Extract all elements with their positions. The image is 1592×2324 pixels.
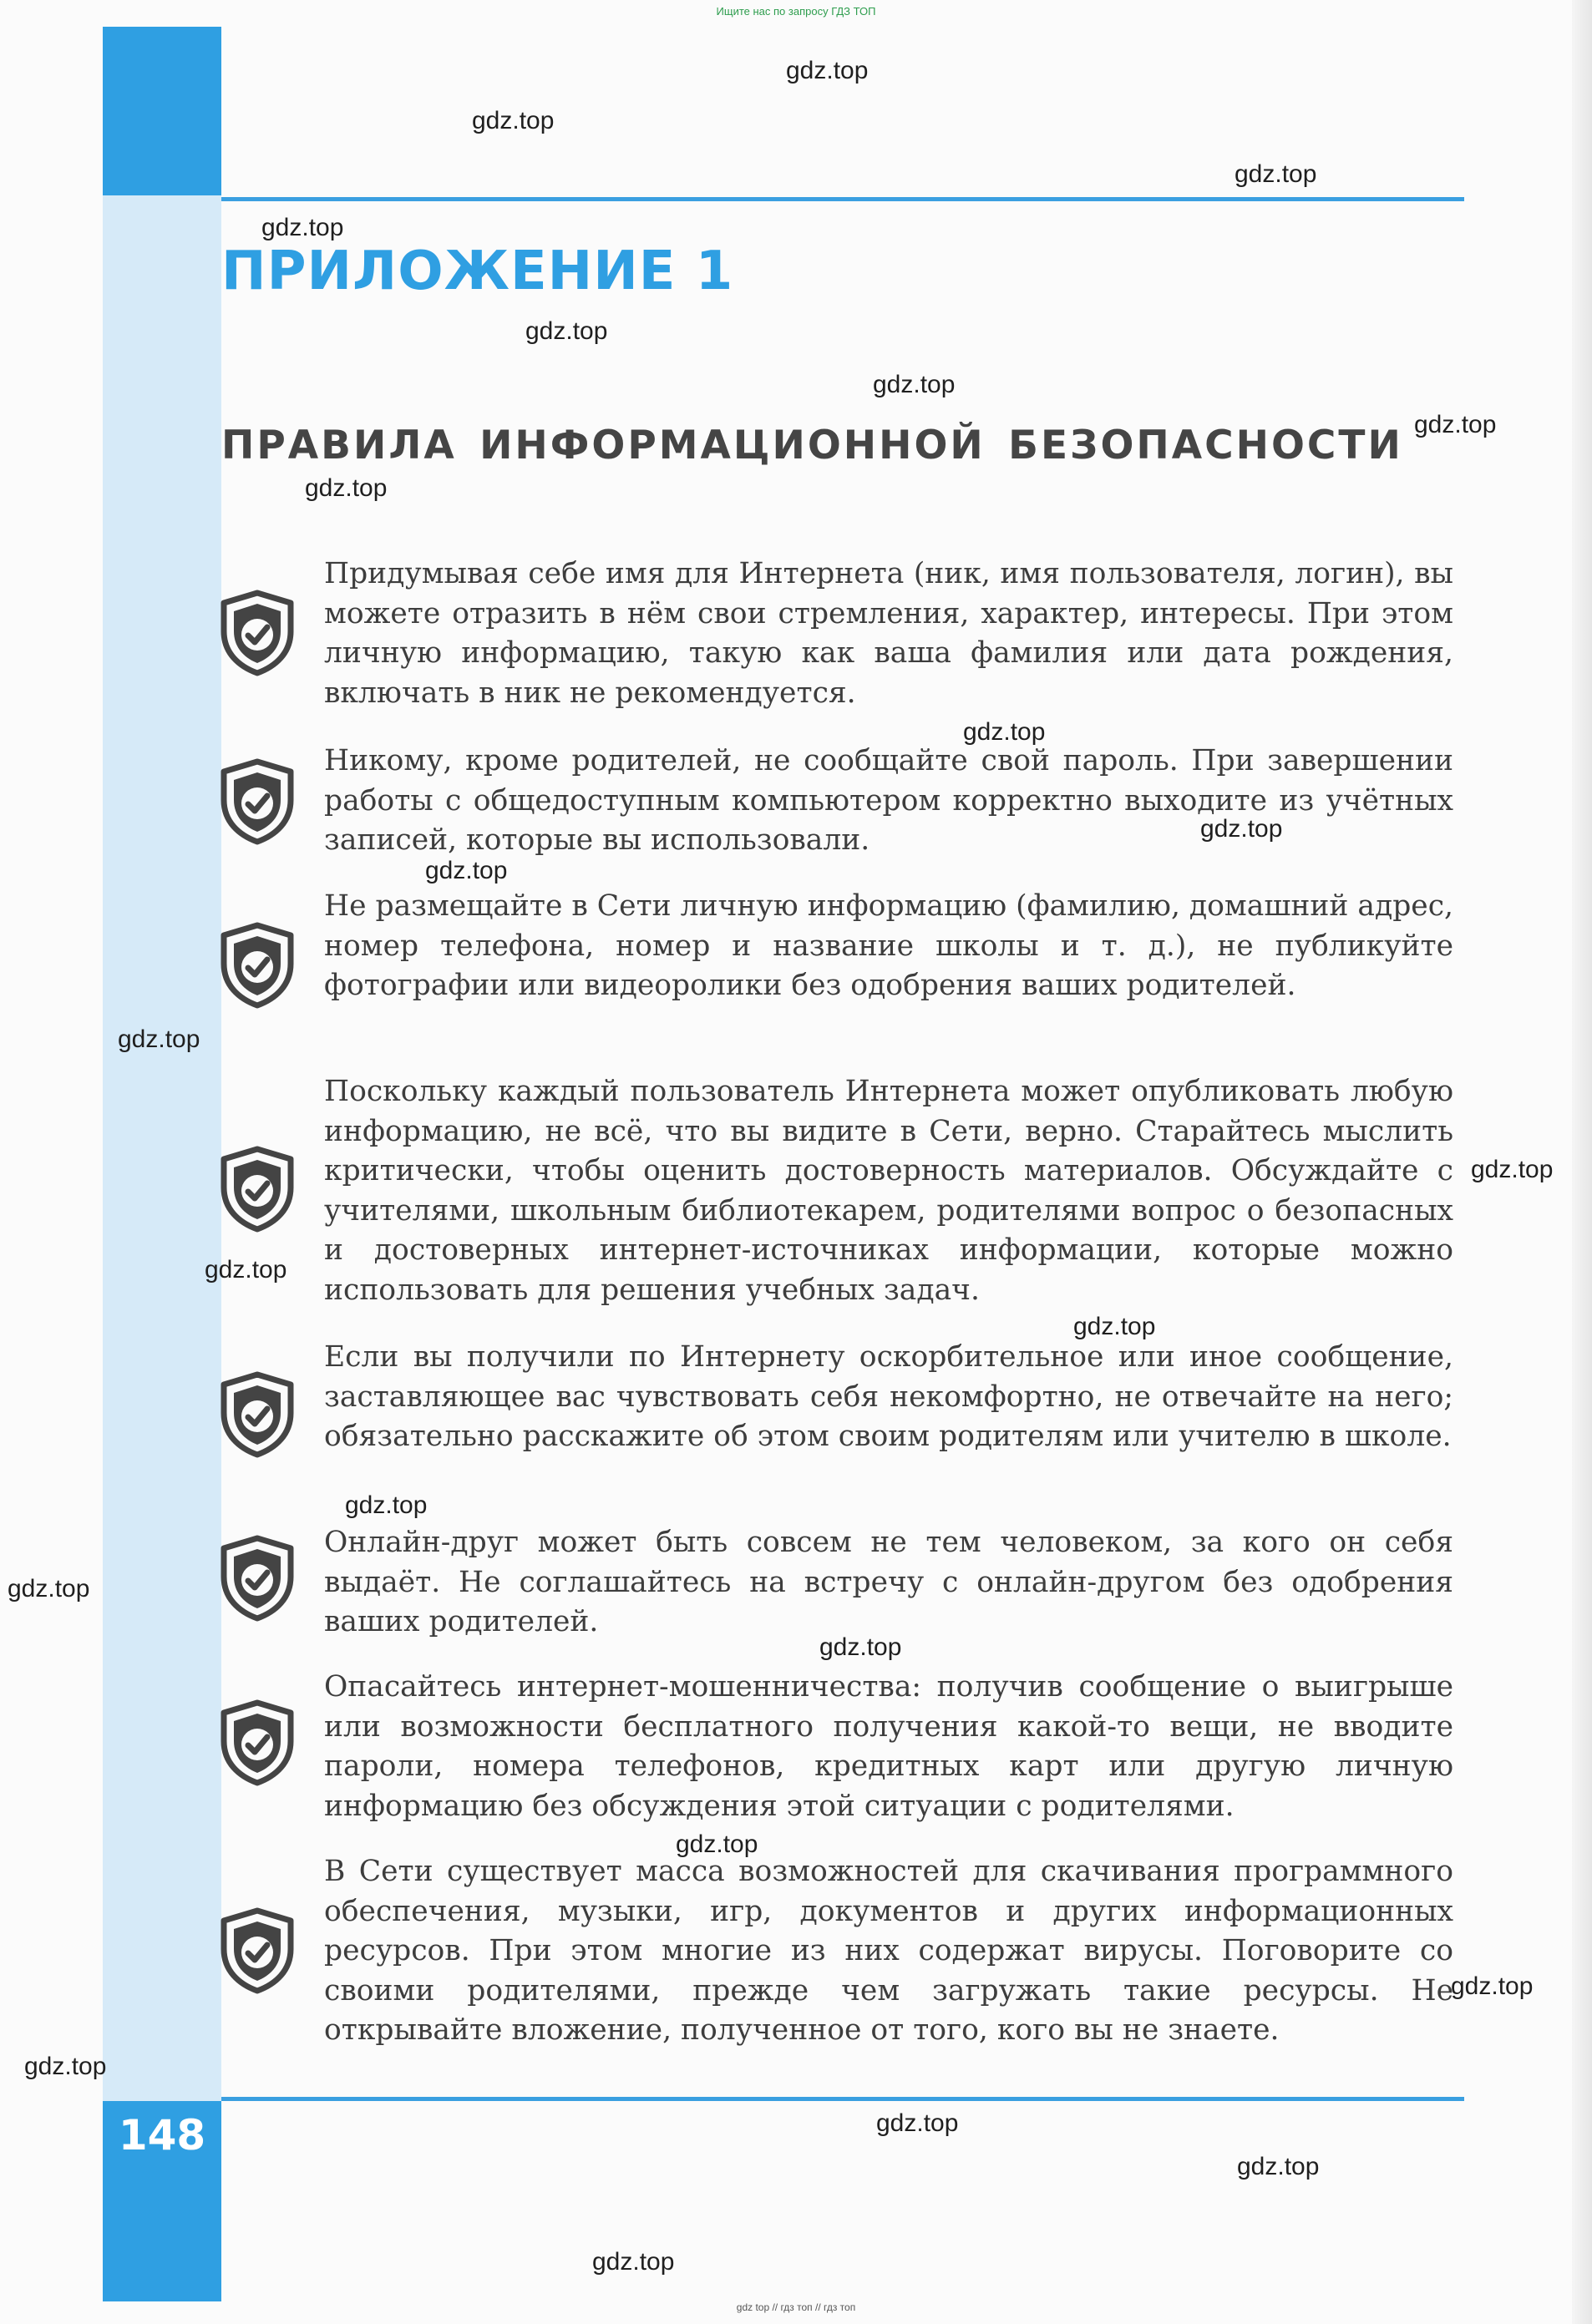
watermark: gdz.top	[1073, 1313, 1156, 1340]
rule-text: Если вы получили по Интернету оскорбительное или иное сообщение, заставляющее вас чувствовать себя некомфортно, не отвечайте на него; обязательно расскажите об этом своим родителям или учителю в школе.	[324, 1340, 1453, 1453]
footer-rule	[221, 2097, 1464, 2101]
watermark: gdz.top	[1451, 1972, 1534, 2000]
shield-check-icon	[219, 1371, 296, 1458]
rule-text: Опасайтесь интернет-мошенничества: получив сообщение о выигрыше или возможности бесплатного получения какой-то вещи, не вводите пароли, номера телефонов, кредитных карт или другую личную информацию без обсуждения этой ситуации с родителями.	[324, 1670, 1453, 1823]
watermark: gdz.top	[873, 371, 956, 398]
shield-check-icon	[219, 1699, 296, 1786]
watermark: gdz.top	[1414, 411, 1497, 438]
watermark: gdz.top	[8, 1575, 90, 1602]
rule-text: Никому, кроме родителей, не сообщайте свой пароль. При завершении работы с общедоступным компьютером корректно выходите из учётных записей, которые вы использовали.	[324, 744, 1453, 857]
section-title: ПРАВИЛА ИНФОРМАЦИОННОЙ БЕЗОПАСНОСТИ	[221, 423, 1403, 468]
rule-text: Поскольку каждый пользователь Интернета может опубликовать любую информацию, не всё, что вы видите в Сети, верно. Старайтесь мыслить критически, чтобы оценить достоверность материалов. Обсуждайте с учителями, школьным библиотекарем, родителями вопрос о безопасных и достоверных интернет-источниках информации, которые можно использовать для решения учебных задач.	[324, 1075, 1453, 1307]
watermark: gdz.top	[205, 1256, 287, 1284]
appendix-title: ПРИЛОЖЕНИЕ 1	[221, 241, 734, 302]
shield-check-icon	[219, 1535, 296, 1622]
watermark: gdz.top	[819, 1633, 902, 1661]
watermark: gdz.top	[24, 2053, 107, 2080]
shield-check-icon	[219, 758, 296, 845]
shield-check-icon	[219, 1907, 296, 1994]
margin-strip-top	[103, 27, 221, 195]
page-number: 148	[118, 2111, 206, 2159]
page-edge	[1572, 0, 1592, 2324]
watermark: gdz.top	[305, 474, 388, 502]
watermark: gdz.top	[1237, 2153, 1320, 2180]
watermark: gdz.top	[472, 107, 555, 134]
shield-check-icon	[219, 590, 296, 676]
watermark: gdz.top	[1471, 1156, 1554, 1183]
margin-strip	[103, 195, 221, 2101]
watermark: gdz.top	[118, 1025, 200, 1053]
watermark: gdz.top	[1235, 160, 1317, 188]
watermark: gdz.top	[676, 1830, 758, 1858]
watermark: gdz.top	[525, 317, 608, 345]
watermark: gdz.top	[1200, 815, 1283, 843]
watermark: gdz.top	[425, 857, 508, 884]
rule-text: Онлайн-друг может быть совсем не тем человеком, за кого он себя выдаёт. Не соглашайтесь на встречу с онлайн-другом без одобрения ваших родителей.	[324, 1526, 1453, 1638]
rule-text: В Сети существует масса возможностей для скачивания программного обеспечения, музыки, игр, документов и других информационных ресурсов. При этом многие из них содержат вирусы. Поговорите со своими родителями, прежде чем загружать такие ресурсы. Не открывайте вложение, полученное от того, кого вы не знаете.	[324, 1855, 1453, 2047]
watermark: gdz.top	[592, 2248, 675, 2276]
watermark: gdz.top	[786, 57, 869, 84]
shield-check-icon	[219, 1146, 296, 1233]
watermark: gdz.top	[345, 1491, 428, 1519]
rule-text: Придумывая себе имя для Интернета (ник, имя пользователя, логин), вы можете отразить в нём свои стремления, характер, интересы. При этом личную информацию, такую как ваша фамилия или дата рождения, включать в ник не рекомендуется.	[324, 557, 1453, 710]
watermark: gdz.top	[876, 2109, 959, 2137]
bottom-banner[interactable]: gdz top // гдз топ // гдз топ	[736, 2301, 856, 2313]
rule-text: Не размещайте в Сети личную информацию (фамилию, домашний адрес, номер телефона, номер и название школы и т. д.), не публикуйте фотографии или видеоролики без одобрения ваших родителей.	[324, 889, 1453, 1002]
watermark: gdz.top	[963, 718, 1046, 746]
top-banner[interactable]: Ищите нас по запросу ГДЗ ТОП	[716, 5, 876, 18]
watermark: gdz.top	[261, 214, 344, 241]
header-rule	[221, 197, 1464, 201]
shield-check-icon	[219, 922, 296, 1009]
